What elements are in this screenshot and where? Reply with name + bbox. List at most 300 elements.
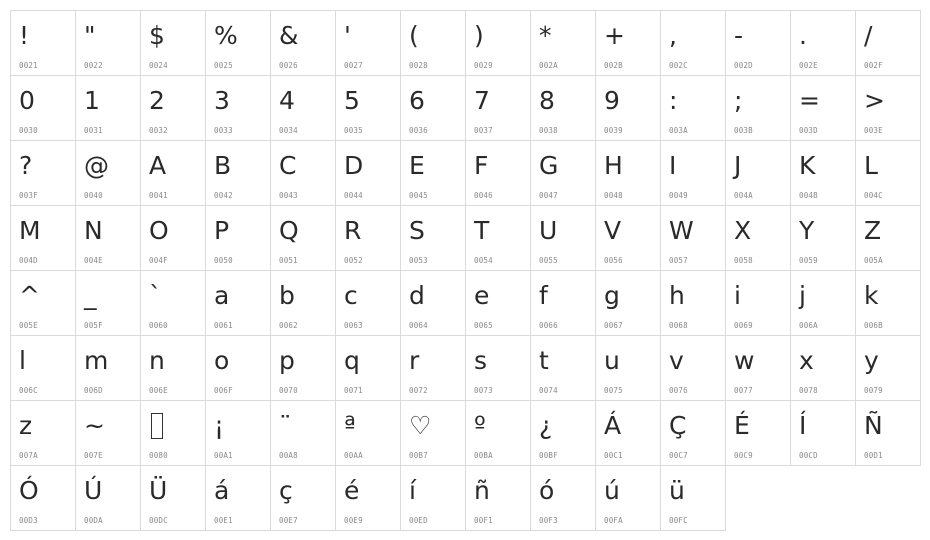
glyph-codepoint: 005A (864, 256, 883, 265)
glyph-char: E (409, 151, 425, 180)
glyph-cell (205, 400, 271, 466)
glyph-cell (660, 335, 726, 401)
notdef-glyph (151, 413, 163, 439)
glyph-cell (660, 400, 726, 466)
glyph-cell (205, 75, 271, 141)
glyph-cell (465, 140, 531, 206)
glyph-char: x (799, 346, 814, 375)
glyph-codepoint: 0056 (604, 256, 623, 265)
glyph-codepoint: 003D (799, 126, 818, 135)
glyph-codepoint: 002C (669, 61, 688, 70)
glyph-cell (595, 140, 661, 206)
glyph-codepoint: 0079 (864, 386, 883, 395)
glyph-char: = (799, 86, 820, 115)
glyph-cell (10, 400, 76, 466)
glyph-cell (465, 465, 531, 531)
glyph-codepoint: 00D1 (864, 451, 883, 460)
glyph-cell (725, 205, 791, 271)
glyph-codepoint: 0026 (279, 61, 298, 70)
glyph-char: i (734, 281, 741, 310)
glyph-codepoint: 0040 (84, 191, 103, 200)
glyph-char: Y (799, 216, 815, 245)
glyph-cell (335, 335, 401, 401)
glyph-cell (270, 465, 336, 531)
glyph-char: e (474, 281, 490, 310)
glyph-char: / (864, 21, 873, 50)
glyph-codepoint: 0036 (409, 126, 428, 135)
glyph-char: ) (474, 21, 484, 50)
glyph-codepoint: 0049 (669, 191, 688, 200)
glyph-codepoint: 00B7 (409, 451, 428, 460)
glyph-cell (400, 10, 466, 76)
glyph-cell (335, 10, 401, 76)
glyph-char: ' (344, 21, 351, 50)
glyph-cell (465, 75, 531, 141)
glyph-codepoint: 0053 (409, 256, 428, 265)
glyph-codepoint: 0067 (604, 321, 623, 330)
glyph-cell (855, 205, 921, 271)
glyph-cell (140, 10, 206, 76)
glyph-char: " (84, 21, 96, 50)
glyph-char: ¨ (279, 411, 292, 440)
glyph-cell (205, 335, 271, 401)
glyph-char: - (734, 21, 744, 50)
glyph-char: * (539, 21, 552, 50)
glyph-codepoint: 0063 (344, 321, 363, 330)
glyph-cell (205, 465, 271, 531)
glyph-char: U (539, 216, 558, 245)
glyph-char: A (149, 151, 167, 180)
glyph-char: 0 (19, 86, 35, 115)
glyph-codepoint: 002F (864, 61, 883, 70)
glyph-cell (140, 400, 206, 466)
glyph-char: í (409, 476, 416, 505)
glyph-codepoint: 0033 (214, 126, 233, 135)
glyph-codepoint: 00F3 (539, 516, 558, 525)
glyph-codepoint: 00A8 (279, 451, 298, 460)
glyph-cell (400, 205, 466, 271)
glyph-cell (530, 400, 596, 466)
glyph-cell (335, 465, 401, 531)
glyph-char: % (214, 21, 238, 50)
glyph-codepoint: 006D (84, 386, 103, 395)
glyph-codepoint: 0062 (279, 321, 298, 330)
glyph-char: k (864, 281, 879, 310)
glyph-codepoint: 00BA (474, 451, 493, 460)
glyph-char: Ñ (864, 411, 883, 440)
glyph-codepoint: 00E9 (344, 516, 363, 525)
glyph-char: G (539, 151, 559, 180)
glyph-cell (140, 140, 206, 206)
glyph-char: 9 (604, 86, 620, 115)
glyph-codepoint: 006F (214, 386, 233, 395)
glyph-cell (270, 335, 336, 401)
glyph-char: ó (539, 476, 555, 505)
glyph-cell (270, 270, 336, 336)
glyph-cell (400, 270, 466, 336)
glyph-char: O (149, 216, 169, 245)
glyph-cell (855, 10, 921, 76)
glyph-cell (530, 205, 596, 271)
glyph-char: º (474, 411, 486, 440)
glyph-cell (335, 270, 401, 336)
glyph-codepoint: 0046 (474, 191, 493, 200)
glyph-cell (400, 400, 466, 466)
glyph-char: H (604, 151, 623, 180)
glyph-codepoint: 0051 (279, 256, 298, 265)
glyph-codepoint: 006C (19, 386, 38, 395)
glyph-cell (790, 270, 856, 336)
glyph-char: Z (864, 216, 882, 245)
glyph-char: j (799, 281, 806, 310)
glyph-codepoint: 0027 (344, 61, 363, 70)
glyph-cell (270, 10, 336, 76)
glyph-cell (270, 400, 336, 466)
glyph-char: S (409, 216, 425, 245)
glyph-char: _ (84, 281, 97, 310)
glyph-codepoint: 00ED (409, 516, 428, 525)
glyph-cell (790, 10, 856, 76)
glyph-char: ª (344, 411, 356, 440)
glyph-codepoint: 00FC (669, 516, 688, 525)
glyph-cell (335, 205, 401, 271)
glyph-cell (10, 205, 76, 271)
glyph-cell (660, 10, 726, 76)
glyph-codepoint: 0045 (409, 191, 428, 200)
glyph-cell (465, 400, 531, 466)
glyph-codepoint: 0028 (409, 61, 428, 70)
glyph-char: X (734, 216, 752, 245)
glyph-char: c (344, 281, 358, 310)
glyph-codepoint: 00CD (799, 451, 818, 460)
glyph-codepoint: 0048 (604, 191, 623, 200)
glyph-cell (140, 465, 206, 531)
glyph-codepoint: 0022 (84, 61, 103, 70)
glyph-char: P (214, 216, 230, 245)
glyph-char: f (539, 281, 548, 310)
glyph-cell (530, 75, 596, 141)
glyph-char: ! (19, 21, 30, 50)
glyph-codepoint: 004E (84, 256, 103, 265)
glyph-codepoint: 0041 (149, 191, 168, 200)
glyph-cell (10, 335, 76, 401)
glyph-char: ^ (19, 281, 40, 310)
glyph-char: l (19, 346, 26, 375)
glyph-char: 4 (279, 86, 295, 115)
glyph-char: I (669, 151, 677, 180)
glyph-char: + (604, 21, 625, 50)
glyph-codepoint: 0055 (539, 256, 558, 265)
glyph-cell (10, 10, 76, 76)
glyph-cell (205, 270, 271, 336)
glyph-cell (660, 75, 726, 141)
glyph-codepoint: 0054 (474, 256, 493, 265)
glyph-cell (75, 335, 141, 401)
glyph-codepoint: 0073 (474, 386, 493, 395)
glyph-char: Ó (19, 476, 39, 505)
glyph-char: ñ (474, 476, 490, 505)
glyph-cell (855, 335, 921, 401)
glyph-char: W (669, 216, 694, 245)
glyph-char: & (279, 21, 299, 50)
glyph-char: @ (84, 151, 109, 180)
glyph-codepoint: 00F1 (474, 516, 493, 525)
glyph-codepoint: 0043 (279, 191, 298, 200)
glyph-codepoint: 002A (539, 61, 558, 70)
glyph-codepoint: 003E (864, 126, 883, 135)
glyph-char: g (604, 281, 620, 310)
glyph-cell (10, 140, 76, 206)
glyph-cell (530, 140, 596, 206)
glyph-char: ¡ (214, 411, 225, 440)
glyph-cell (855, 75, 921, 141)
glyph-char: $ (149, 21, 165, 50)
glyph-cell (465, 10, 531, 76)
glyph-codepoint: 0042 (214, 191, 233, 200)
glyph-cell (75, 75, 141, 141)
glyph-codepoint: 0060 (149, 321, 168, 330)
glyph-codepoint: 0066 (539, 321, 558, 330)
glyph-cell (725, 400, 791, 466)
glyph-codepoint: 00C9 (734, 451, 753, 460)
glyph-cell (660, 140, 726, 206)
glyph-cell (465, 335, 531, 401)
glyph-char: J (734, 151, 742, 180)
glyph-codepoint: 00C7 (669, 451, 688, 460)
glyph-codepoint: 0038 (539, 126, 558, 135)
glyph-codepoint: 0080 (149, 451, 168, 460)
glyph-codepoint: 0057 (669, 256, 688, 265)
glyph-cell (725, 140, 791, 206)
glyph-char: ú (604, 476, 620, 505)
glyph-char: Ü (149, 476, 168, 505)
glyph-cell (270, 140, 336, 206)
glyph-codepoint: 0044 (344, 191, 363, 200)
glyph-cell (140, 335, 206, 401)
glyph-char: . (799, 21, 807, 50)
glyph-char: 1 (84, 86, 100, 115)
glyph-cell (10, 465, 76, 531)
glyph-codepoint: 0021 (19, 61, 38, 70)
glyph-char: > (864, 86, 885, 115)
glyph-char: 7 (474, 86, 490, 115)
glyph-char: ¿ (539, 411, 553, 440)
glyph-char: a (214, 281, 230, 310)
glyph-codepoint: 006B (864, 321, 883, 330)
glyph-cell (790, 140, 856, 206)
glyph-char: ü (669, 476, 685, 505)
glyph-char: M (19, 216, 41, 245)
glyph-char: B (214, 151, 232, 180)
glyph-char: R (344, 216, 362, 245)
glyph-cell (75, 465, 141, 531)
glyph-char: z (19, 411, 33, 440)
glyph-char: ; (734, 86, 743, 115)
glyph-cell (400, 465, 466, 531)
glyph-codepoint: 002B (604, 61, 623, 70)
glyph-cell (660, 205, 726, 271)
glyph-char: D (344, 151, 364, 180)
glyph-cell (595, 75, 661, 141)
glyph-cell (595, 270, 661, 336)
glyph-char: 3 (214, 86, 230, 115)
glyph-codepoint: 007A (19, 451, 38, 460)
glyph-cell (140, 75, 206, 141)
glyph-char: V (604, 216, 622, 245)
glyph-codepoint: 0024 (149, 61, 168, 70)
glyph-codepoint: 0069 (734, 321, 753, 330)
glyph-cell (725, 270, 791, 336)
glyph-codepoint: 0065 (474, 321, 493, 330)
glyph-char: ? (19, 151, 33, 180)
glyph-codepoint: 0074 (539, 386, 558, 395)
glyph-char: 5 (344, 86, 360, 115)
glyph-char: r (409, 346, 420, 375)
glyph-cell (660, 270, 726, 336)
glyph-codepoint: 0032 (149, 126, 168, 135)
glyph-cell (205, 140, 271, 206)
glyph-cell (855, 270, 921, 336)
glyph-cell (10, 75, 76, 141)
glyph-codepoint: 0030 (19, 126, 38, 135)
glyph-char: Á (604, 411, 622, 440)
glyph-cell (75, 270, 141, 336)
glyph-codepoint: 00BF (539, 451, 558, 460)
glyph-char: p (279, 346, 295, 375)
glyph-codepoint: 004B (799, 191, 818, 200)
glyph-cell (725, 10, 791, 76)
glyph-char: Ç (669, 411, 687, 440)
glyph-char: é (344, 476, 360, 505)
glyph-codepoint: 00DC (149, 516, 168, 525)
glyph-codepoint: 0071 (344, 386, 363, 395)
glyph-char: ~ (84, 411, 105, 440)
glyph-cell (140, 270, 206, 336)
glyph-codepoint: 0025 (214, 61, 233, 70)
glyph-codepoint: 00FA (604, 516, 623, 525)
glyph-char: : (669, 86, 678, 115)
glyph-char: u (604, 346, 620, 375)
glyph-char: s (474, 346, 488, 375)
glyph-char: w (734, 346, 755, 375)
glyph-codepoint: 0078 (799, 386, 818, 395)
glyph-char: F (474, 151, 489, 180)
glyph-codepoint: 004C (864, 191, 883, 200)
glyph-char: á (214, 476, 230, 505)
glyph-codepoint: 004A (734, 191, 753, 200)
glyph-codepoint: 006A (799, 321, 818, 330)
glyph-codepoint: 00E1 (214, 516, 233, 525)
glyph-codepoint: 006E (149, 386, 168, 395)
glyph-cell (205, 205, 271, 271)
glyph-cell (595, 205, 661, 271)
glyph-codepoint: 0037 (474, 126, 493, 135)
glyph-codepoint: 0072 (409, 386, 428, 395)
glyph-codepoint: 005F (84, 321, 103, 330)
glyph-codepoint: 0075 (604, 386, 623, 395)
glyph-cell (725, 75, 791, 141)
glyph-char: L (864, 151, 878, 180)
glyph-char: ` (149, 281, 162, 310)
glyph-char: h (669, 281, 685, 310)
glyph-codepoint: 0070 (279, 386, 298, 395)
glyph-cell (595, 400, 661, 466)
glyph-codepoint: 0029 (474, 61, 493, 70)
glyph-codepoint: 0064 (409, 321, 428, 330)
glyph-codepoint: 003F (19, 191, 38, 200)
glyph-char: 2 (149, 86, 165, 115)
glyph-codepoint: 0068 (669, 321, 688, 330)
glyph-char: b (279, 281, 295, 310)
glyph-cell (660, 465, 726, 531)
glyph-cell (790, 205, 856, 271)
glyph-char: ( (409, 21, 419, 50)
glyph-char: v (669, 346, 684, 375)
glyph-char: É (734, 411, 750, 440)
glyph-cell (790, 400, 856, 466)
glyph-codepoint: 0061 (214, 321, 233, 330)
glyph-cell (205, 10, 271, 76)
glyph-codepoint: 002E (799, 61, 818, 70)
glyph-codepoint: 00AA (344, 451, 363, 460)
glyph-char: ♡ (409, 411, 432, 440)
glyph-codepoint: 0077 (734, 386, 753, 395)
glyph-char: Í (799, 411, 807, 440)
glyph-cell (595, 10, 661, 76)
glyph-cell (530, 465, 596, 531)
glyph-cell (400, 75, 466, 141)
glyph-codepoint: 0076 (669, 386, 688, 395)
glyph-cell (270, 75, 336, 141)
glyph-cell (75, 400, 141, 466)
glyph-codepoint: 0059 (799, 256, 818, 265)
glyph-cell (10, 270, 76, 336)
glyph-cell (530, 335, 596, 401)
glyph-cell (140, 205, 206, 271)
glyph-cell (335, 400, 401, 466)
glyph-char: q (344, 346, 360, 375)
glyph-codepoint: 00E7 (279, 516, 298, 525)
glyph-codepoint: 00D3 (19, 516, 38, 525)
glyph-codepoint: 004D (19, 256, 38, 265)
glyph-codepoint: 00C1 (604, 451, 623, 460)
glyph-codepoint: 005E (19, 321, 38, 330)
glyph-codepoint: 0039 (604, 126, 623, 135)
glyph-cell (855, 140, 921, 206)
glyph-cell (75, 205, 141, 271)
glyph-char: o (214, 346, 230, 375)
glyph-codepoint: 0035 (344, 126, 363, 135)
glyph-cell (400, 140, 466, 206)
glyph-char: n (149, 346, 165, 375)
glyph-cell (270, 205, 336, 271)
glyph-char: 6 (409, 86, 425, 115)
glyph-cell (465, 205, 531, 271)
glyph-codepoint: 0047 (539, 191, 558, 200)
glyph-cell (400, 335, 466, 401)
glyph-cell (465, 270, 531, 336)
glyph-char: t (539, 346, 549, 375)
glyph-char: Q (279, 216, 299, 245)
glyph-codepoint: 0058 (734, 256, 753, 265)
glyph-cell (75, 140, 141, 206)
glyph-char: Ú (84, 476, 103, 505)
glyph-char: N (84, 216, 103, 245)
glyph-char: 8 (539, 86, 555, 115)
glyph-char: y (864, 346, 879, 375)
glyph-cell (595, 335, 661, 401)
glyph-char: K (799, 151, 816, 180)
